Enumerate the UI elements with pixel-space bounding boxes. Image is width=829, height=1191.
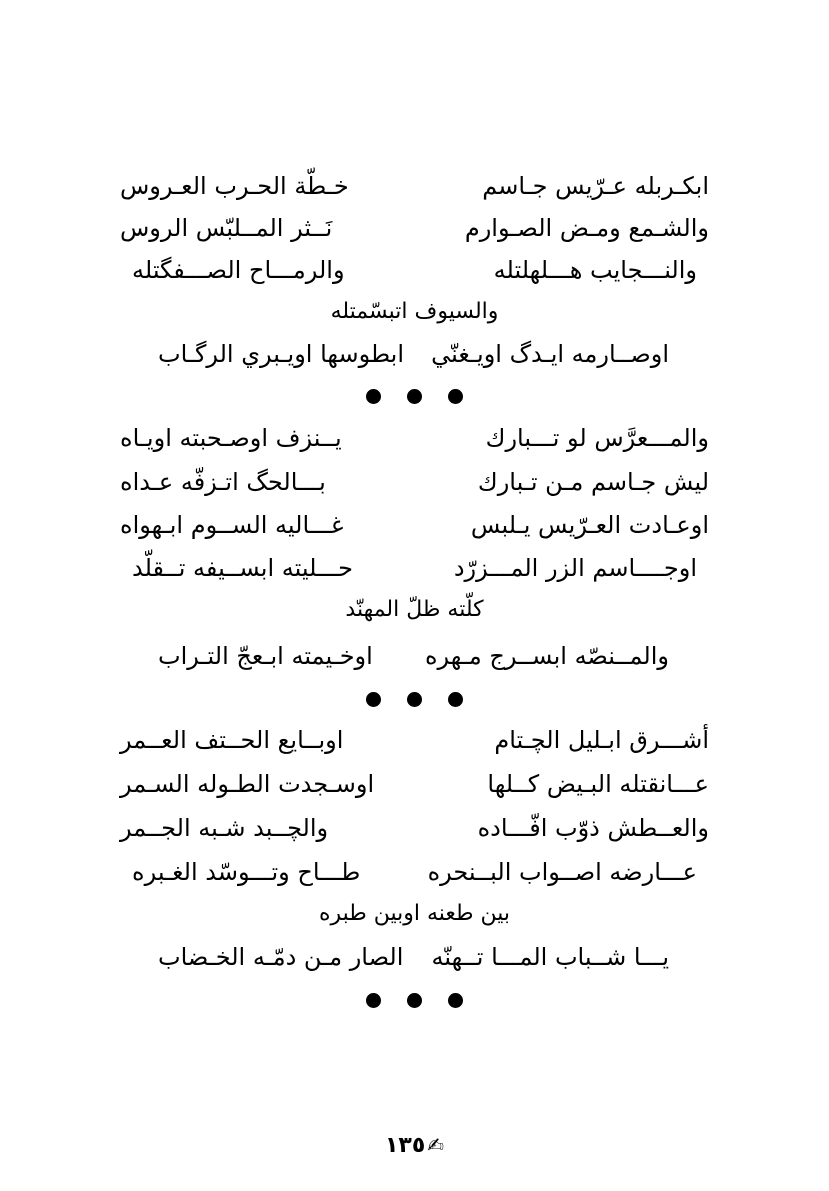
verse-right-hemistich: والشـمع ومـض الصـوارم	[464, 214, 709, 242]
verse-line	[0, 248, 829, 292]
verse-line	[0, 850, 829, 894]
divider-dot	[407, 993, 422, 1008]
verse-line	[0, 416, 829, 460]
verse-right-hemistich: أشـــرق ابـليل الچـتام	[494, 726, 709, 754]
stanza-divider	[0, 386, 829, 406]
verse-line	[0, 546, 829, 590]
verse-line	[0, 762, 829, 806]
divider-dot	[407, 389, 422, 404]
closing-verse-line	[0, 332, 829, 376]
closing-verse-line	[0, 634, 829, 678]
verse-line	[0, 806, 829, 850]
divider-dot	[407, 692, 422, 707]
verse-line	[0, 206, 829, 250]
verse-left-hemistich: والرمـــاح الصـــفگتله	[132, 256, 345, 284]
refrain-line: والسيوف اتبسّمتله	[330, 299, 499, 324]
verse-right-hemistich: اوصــارمه ايـدگ اويـغنّي	[431, 340, 669, 368]
verse-right-hemistich: عـــانقتله البـيض كــلها	[487, 770, 709, 798]
verse-line	[0, 164, 829, 208]
verse-left-hemistich: والچــبد شـبه الجــمر	[120, 814, 329, 842]
verse-left-hemistich: غـــاليه الســوم ابـهواه	[120, 511, 344, 539]
verse-right-hemistich: والعــطش ذوّب افّـــاده	[477, 814, 709, 842]
verse-left-hemistich: اوبــايع الحــتف العــمر	[120, 726, 344, 754]
verse-left-hemistich: خـطّة الحـرب العـروس	[120, 172, 349, 200]
verse-right-hemistich: ابكـربله عـرّيس جـاسم	[482, 172, 709, 200]
verse-left-hemistich: نَــثر المــلبّس الروس	[120, 214, 333, 242]
page-number-text: ١٣٥	[384, 1133, 426, 1158]
verse-left-hemistich: الصار مـن دمّـه الخـضاب	[158, 943, 404, 971]
verse-right-hemistich: يـــا شــباب المـــا تــهنّه	[431, 943, 669, 971]
divider-dot	[366, 389, 381, 404]
verse-right-hemistich: اوجــــاسم الزر المـــزرّد	[453, 554, 697, 582]
closing-verse-line	[0, 935, 829, 979]
stanza-divider	[0, 689, 829, 709]
stanza-divider	[0, 990, 829, 1010]
verse-left-hemistich: حـــليته ابســيفه تــقلّد	[132, 554, 353, 582]
verse-right-hemistich: عـــارضه اصــواب البــنحره	[427, 858, 697, 886]
quill-pen-icon: ✍	[427, 1133, 445, 1157]
verse-line	[0, 718, 829, 762]
divider-dot	[448, 692, 463, 707]
verse-right-hemistich: والنـــجايب هـــلهلتله	[493, 256, 697, 284]
verse-line	[0, 460, 829, 504]
page-number	[0, 1130, 829, 1161]
verse-left-hemistich: اوسـجدت الطـوله السـمر	[120, 770, 375, 798]
verse-right-hemistich: والمــنصّه ابســرج مـهره	[424, 642, 669, 670]
verse-left-hemistich: طـــاح وتـــوسّد الغـبره	[132, 858, 361, 886]
divider-dot	[448, 993, 463, 1008]
refrain-line: بين طعنه اوبين طبره	[318, 901, 511, 926]
verse-right-hemistich: اوعـادت العـرّيس يـلبس	[470, 511, 709, 539]
verse-left-hemistich: ابطوسها اويـبري الرگـاب	[158, 340, 404, 368]
verse-left-hemistich: يــنزف اوصـحبته اويـاه	[120, 424, 342, 452]
verse-right-hemistich: والمـــعرَّس لو تـــبارك	[485, 424, 709, 452]
verse-right-hemistich: ليش جـاسم مـن تـبارك	[477, 468, 709, 496]
verse-line	[0, 503, 829, 547]
divider-dot	[366, 692, 381, 707]
divider-dot	[448, 389, 463, 404]
verse-left-hemistich: بـــالحگ اتـزفّه عـداه	[120, 468, 326, 496]
divider-dot	[366, 993, 381, 1008]
verse-left-hemistich: اوخـيمته ابـعجّ التـراب	[158, 642, 373, 670]
refrain-line: كلّته ظلّ المهنّد	[345, 597, 484, 622]
